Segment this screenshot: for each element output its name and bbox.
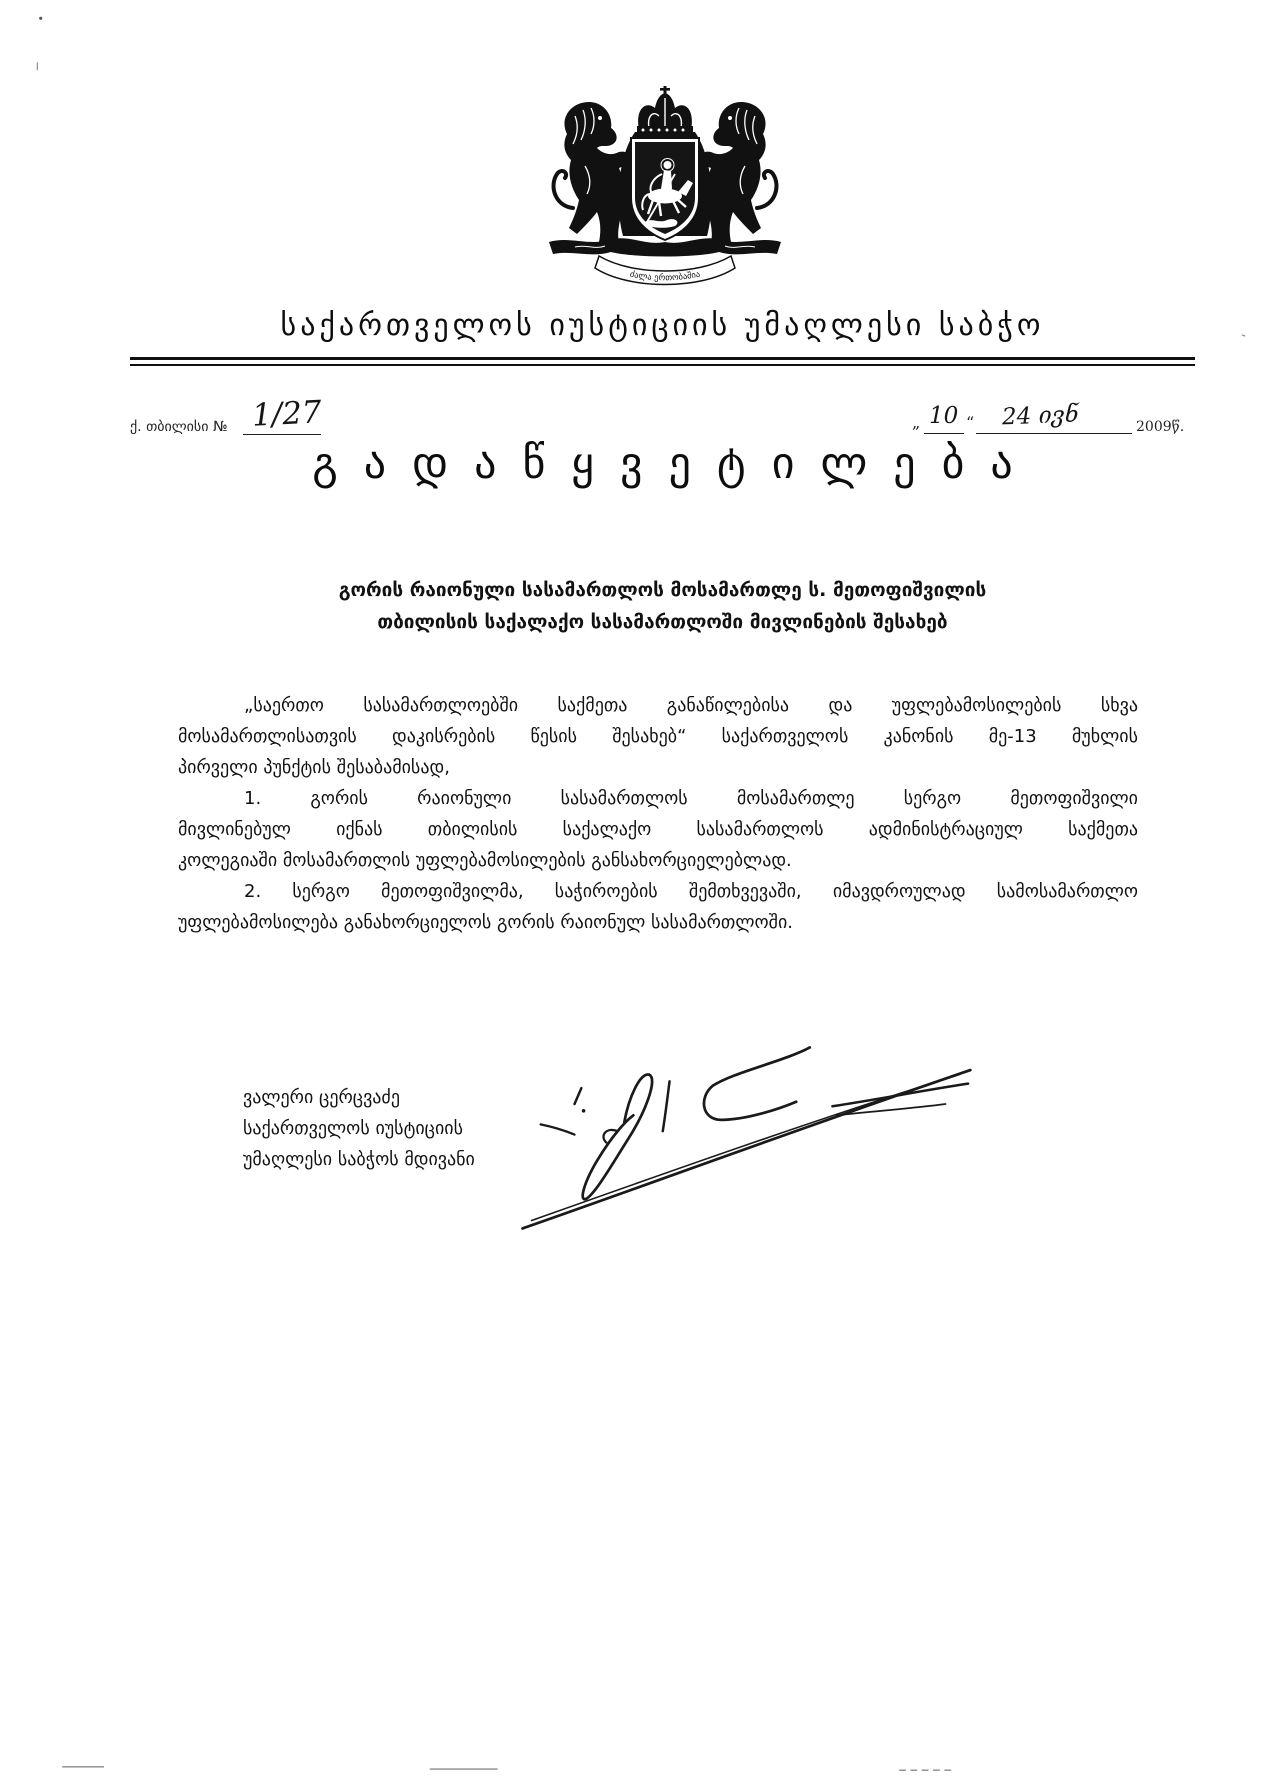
lion-left-icon: [554, 102, 631, 242]
signatory-block: [243, 1082, 475, 1175]
decree-body: [178, 690, 1138, 938]
preamble-line: მოსამართლისათვის დაკისრების წესის შესახებ“ საქართველოს კანონის მე-13 მუხლის: [178, 726, 1138, 747]
crown-icon: [637, 86, 693, 134]
preamble-line: პირველი პუნქტის შესაბამისად,: [178, 757, 450, 778]
header-double-rule: [130, 357, 1195, 366]
date-day: 10: [929, 403, 959, 429]
date-month: 24 ივნ: [1001, 401, 1079, 431]
signatory-title-line: უმაღლესი საბჭოს მდივანი: [243, 1149, 475, 1170]
number-underline: [243, 434, 321, 435]
day-underline: [924, 433, 964, 434]
document-type-title: გადაწყვეტილება: [312, 438, 1039, 489]
registration-number: 1/27: [251, 394, 323, 434]
decision-item-2-line: 2. სერგო მეთოფიშვილმა, საჭიროების შემთხვევაში, იმავდროულად სამოსამართლო: [244, 881, 1138, 902]
place-number-label: ქ. თბილისი №: [130, 419, 228, 435]
date-year: 2009წ.: [1136, 419, 1185, 435]
signatory-title-line: საქართველოს იუსტიციის: [243, 1118, 463, 1139]
subject-line: გორის რაიონული სასამართლოს მოსამართლე ს. მეთოფიშვილის: [338, 579, 987, 601]
institution-title: საქართველოს იუსტიციის უმაღლესი საბჭო: [280, 308, 1045, 343]
subject-line: თბილისის საქალაქო სასამართლოში მივლინების შესახებ: [377, 611, 948, 633]
decision-item-1-line: მივლინებულ იქნას თბილისის საქალაქო სასამართლოს ადმინისტრაციულ საქმეთა: [178, 819, 1138, 840]
lion-right-icon: [700, 102, 777, 242]
coat-of-arms-emblem: [545, 86, 785, 286]
decision-item-1-line: კოლეგიაში მოსამართლის უფლებამოსილების განსახორციელებლად.: [178, 850, 792, 871]
emblem-motto: ძალა ერთობაშია: [628, 269, 702, 284]
handwritten-signature: [523, 1047, 971, 1228]
date-close-quote: “: [966, 413, 975, 432]
preamble-line: „საერთო სასამართლოებში საქმეთა განაწილებისა და უფლებამოსილების სხვა: [244, 695, 1138, 716]
decision-item-1-line: 1. გორის რაიონული სასამართლოს მოსამართლე სერგო მეთოფიშვილი: [244, 788, 1138, 809]
date-open-quote: „: [912, 413, 921, 432]
month-underline: [976, 433, 1132, 434]
signatory-name: ვალერი ცერცვაძე: [243, 1087, 400, 1108]
decision-item-2-line: უფლებამოსილება განახორციელოს გორის რაიონულ სასამართლოში.: [178, 912, 794, 933]
decree-subject: [130, 574, 1195, 638]
